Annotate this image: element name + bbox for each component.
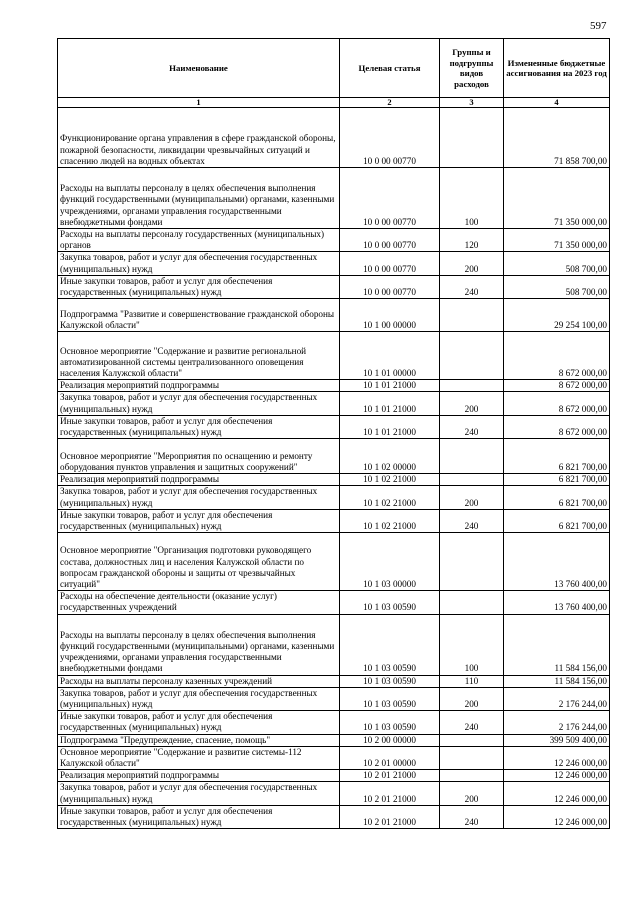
row-amount: 71 858 700,00 <box>504 108 610 168</box>
table-row <box>58 168 610 229</box>
page-number: 597 <box>590 20 607 32</box>
row-expense-group: 200 <box>440 782 504 805</box>
row-amount: 13 760 400,00 <box>504 591 610 614</box>
row-expense-group <box>440 591 504 614</box>
row-amount: 71 350 000,00 <box>504 168 610 229</box>
row-target-code: 10 0 00 00770 <box>340 108 440 168</box>
row-expense-group: 200 <box>440 392 504 415</box>
row-amount: 8 672 000,00 <box>504 332 610 380</box>
row-target-code: 10 1 03 00000 <box>340 533 440 591</box>
row-name: Подпрограмма "Развитие и совершенствование гражданской обороны Калужской области" <box>58 299 340 332</box>
row-target-code: 10 1 01 00000 <box>340 332 440 380</box>
row-expense-group: 200 <box>440 486 504 509</box>
table-row <box>58 687 610 710</box>
row-name: Расходы на выплаты персоналу казенных учреждений <box>58 675 340 687</box>
table-row <box>58 108 610 168</box>
row-name: Иные закупки товаров, работ и услуг для обеспечения государственных (муниципальных) нужд <box>58 415 340 438</box>
header-num-3: 3 <box>440 98 504 108</box>
row-target-code: 10 2 01 21000 <box>340 805 440 828</box>
row-name: Закупка товаров, работ и услуг для обеспечения государственных (муниципальных) нужд <box>58 687 340 710</box>
row-name: Иные закупки товаров, работ и услуг для обеспечения государственных (муниципальных) нужд <box>58 805 340 828</box>
row-name: Реализация мероприятий подпрограммы <box>58 474 340 486</box>
table-row <box>58 533 610 591</box>
row-target-code: 10 1 01 21000 <box>340 380 440 392</box>
row-target-code: 10 1 02 00000 <box>340 439 440 474</box>
table-row <box>58 486 610 509</box>
row-amount: 8 672 000,00 <box>504 415 610 438</box>
row-target-code: 10 2 01 21000 <box>340 770 440 782</box>
row-target-code: 10 0 00 00770 <box>340 229 440 252</box>
row-amount: 399 509 400,00 <box>504 734 610 746</box>
row-amount: 12 246 000,00 <box>504 805 610 828</box>
row-target-code: 10 1 03 00590 <box>340 711 440 734</box>
row-name: Иные закупки товаров, работ и услуг для обеспечения государственных (муниципальных) нужд <box>58 711 340 734</box>
table-row <box>58 415 610 438</box>
row-amount: 29 254 100,00 <box>504 299 610 332</box>
row-amount: 13 760 400,00 <box>504 533 610 591</box>
row-target-code: 10 1 03 00590 <box>340 675 440 687</box>
row-target-code: 10 1 00 00000 <box>340 299 440 332</box>
row-amount: 12 246 000,00 <box>504 770 610 782</box>
row-name: Иные закупки товаров, работ и услуг для обеспечения государственных (муниципальных) нужд <box>58 275 340 298</box>
row-amount: 11 584 156,00 <box>504 614 610 675</box>
row-expense-group: 200 <box>440 252 504 275</box>
row-name: Закупка товаров, работ и услуг для обеспечения государственных (муниципальных) нужд <box>58 252 340 275</box>
row-expense-group <box>440 746 504 769</box>
row-amount: 12 246 000,00 <box>504 746 610 769</box>
row-amount: 6 821 700,00 <box>504 509 610 532</box>
row-name: Закупка товаров, работ и услуг для обеспечения государственных (муниципальных) нужд <box>58 392 340 415</box>
row-target-code: 10 1 03 00590 <box>340 687 440 710</box>
table-row <box>58 299 610 332</box>
row-name: Расходы на обеспечение деятельности (оказание услуг) государственных учреждений <box>58 591 340 614</box>
row-name: Реализация мероприятий подпрограммы <box>58 770 340 782</box>
row-amount: 2 176 244,00 <box>504 711 610 734</box>
table-row <box>58 675 610 687</box>
row-amount: 2 176 244,00 <box>504 687 610 710</box>
table-row <box>58 380 610 392</box>
row-target-code: 10 1 03 00590 <box>340 614 440 675</box>
table-row <box>58 711 610 734</box>
row-amount: 508 700,00 <box>504 252 610 275</box>
row-expense-group: 240 <box>440 805 504 828</box>
row-amount: 508 700,00 <box>504 275 610 298</box>
row-name: Расходы на выплаты персоналу государственных (муниципальных) органов <box>58 229 340 252</box>
row-target-code: 10 0 00 00770 <box>340 168 440 229</box>
row-amount: 71 350 000,00 <box>504 229 610 252</box>
row-expense-group: 200 <box>440 687 504 710</box>
row-name: Расходы на выплаты персоналу в целях обеспечения выполнения функций государственными (муниципальными) органами, казенными учреждениями, органами управления государственными внебюджетными фондами <box>58 168 340 229</box>
row-name: Подпрограмма "Предупреждение, спасение, помощь" <box>58 734 340 746</box>
header-num-2: 2 <box>340 98 440 108</box>
row-expense-group: 110 <box>440 675 504 687</box>
row-expense-group <box>440 734 504 746</box>
row-target-code: 10 1 03 00590 <box>340 591 440 614</box>
row-expense-group: 240 <box>440 415 504 438</box>
row-amount: 8 672 000,00 <box>504 380 610 392</box>
table-row <box>58 770 610 782</box>
table-row <box>58 275 610 298</box>
row-name: Иные закупки товаров, работ и услуг для обеспечения государственных (муниципальных) нужд <box>58 509 340 532</box>
row-expense-group <box>440 770 504 782</box>
header-target-article: Целевая статья <box>340 39 440 98</box>
header-name: Наименование <box>58 39 340 98</box>
row-name: Основное мероприятие "Мероприятия по оснащению и ремонту оборудования пунктов управления и защитных сооружений" <box>58 439 340 474</box>
row-target-code: 10 1 01 21000 <box>340 392 440 415</box>
row-expense-group: 100 <box>440 614 504 675</box>
row-amount: 6 821 700,00 <box>504 439 610 474</box>
row-expense-group: 120 <box>440 229 504 252</box>
row-target-code: 10 1 02 21000 <box>340 474 440 486</box>
row-expense-group <box>440 332 504 380</box>
row-amount: 8 672 000,00 <box>504 392 610 415</box>
row-expense-group <box>440 380 504 392</box>
header-num-4: 4 <box>504 98 610 108</box>
row-target-code: 10 1 02 21000 <box>340 486 440 509</box>
row-expense-group: 240 <box>440 711 504 734</box>
table-row <box>58 591 610 614</box>
row-expense-group: 100 <box>440 168 504 229</box>
row-name: Закупка товаров, работ и услуг для обеспечения государственных (муниципальных) нужд <box>58 486 340 509</box>
row-expense-group <box>440 108 504 168</box>
row-name: Расходы на выплаты персоналу в целях обеспечения выполнения функций государственными (муниципальными) органами, казенными учреждениями, органами управления государственными внебюджетными фондами <box>58 614 340 675</box>
row-expense-group <box>440 533 504 591</box>
row-name: Основное мероприятие "Содержание и развитие системы-112 Калужской области" <box>58 746 340 769</box>
row-target-code: 10 1 01 21000 <box>340 415 440 438</box>
table-row <box>58 474 610 486</box>
row-name: Функционирование органа управления в сфере гражданской обороны, пожарной безопасности, ликвидации чрезвычайных ситуаций и спасению людей на водных объектах <box>58 108 340 168</box>
table-body <box>58 108 610 829</box>
row-amount: 6 821 700,00 <box>504 474 610 486</box>
table-row <box>58 734 610 746</box>
table-row <box>58 229 610 252</box>
row-expense-group <box>440 299 504 332</box>
row-expense-group <box>440 439 504 474</box>
row-target-code: 10 1 02 21000 <box>340 509 440 532</box>
row-name: Закупка товаров, работ и услуг для обеспечения государственных (муниципальных) нужд <box>58 782 340 805</box>
row-expense-group <box>440 474 504 486</box>
row-target-code: 10 0 00 00770 <box>340 275 440 298</box>
table-row <box>58 509 610 532</box>
row-target-code: 10 0 00 00770 <box>340 252 440 275</box>
budget-table <box>57 38 610 829</box>
header-expense-groups: Группы и подгруппы видов расходов <box>440 39 504 98</box>
row-amount: 6 821 700,00 <box>504 486 610 509</box>
row-name: Реализация мероприятий подпрограммы <box>58 380 340 392</box>
header-budget-amount: Измененные бюджетные ассигнования на 2023 год <box>504 39 610 98</box>
row-amount: 12 246 000,00 <box>504 782 610 805</box>
table-row <box>58 252 610 275</box>
table-row <box>58 805 610 828</box>
table-row <box>58 392 610 415</box>
row-target-code: 10 2 01 00000 <box>340 746 440 769</box>
row-target-code: 10 2 00 00000 <box>340 734 440 746</box>
row-target-code: 10 2 01 21000 <box>340 782 440 805</box>
table-row <box>58 782 610 805</box>
table-row <box>58 614 610 675</box>
row-name: Основное мероприятие "Содержание и развитие региональной автоматизированной системы централизованного оповещения населения Калужской области" <box>58 332 340 380</box>
table-row <box>58 332 610 380</box>
table-row <box>58 746 610 769</box>
row-expense-group: 240 <box>440 275 504 298</box>
row-amount: 11 584 156,00 <box>504 675 610 687</box>
row-expense-group: 240 <box>440 509 504 532</box>
header-num-1: 1 <box>58 98 340 108</box>
table-row <box>58 439 610 474</box>
row-name: Основное мероприятие "Организация подготовки руководящего состава, должностных лиц и населения Калужской области по вопросам гражданской обороны и защиты от чрезвычайных ситуаций" <box>58 533 340 591</box>
